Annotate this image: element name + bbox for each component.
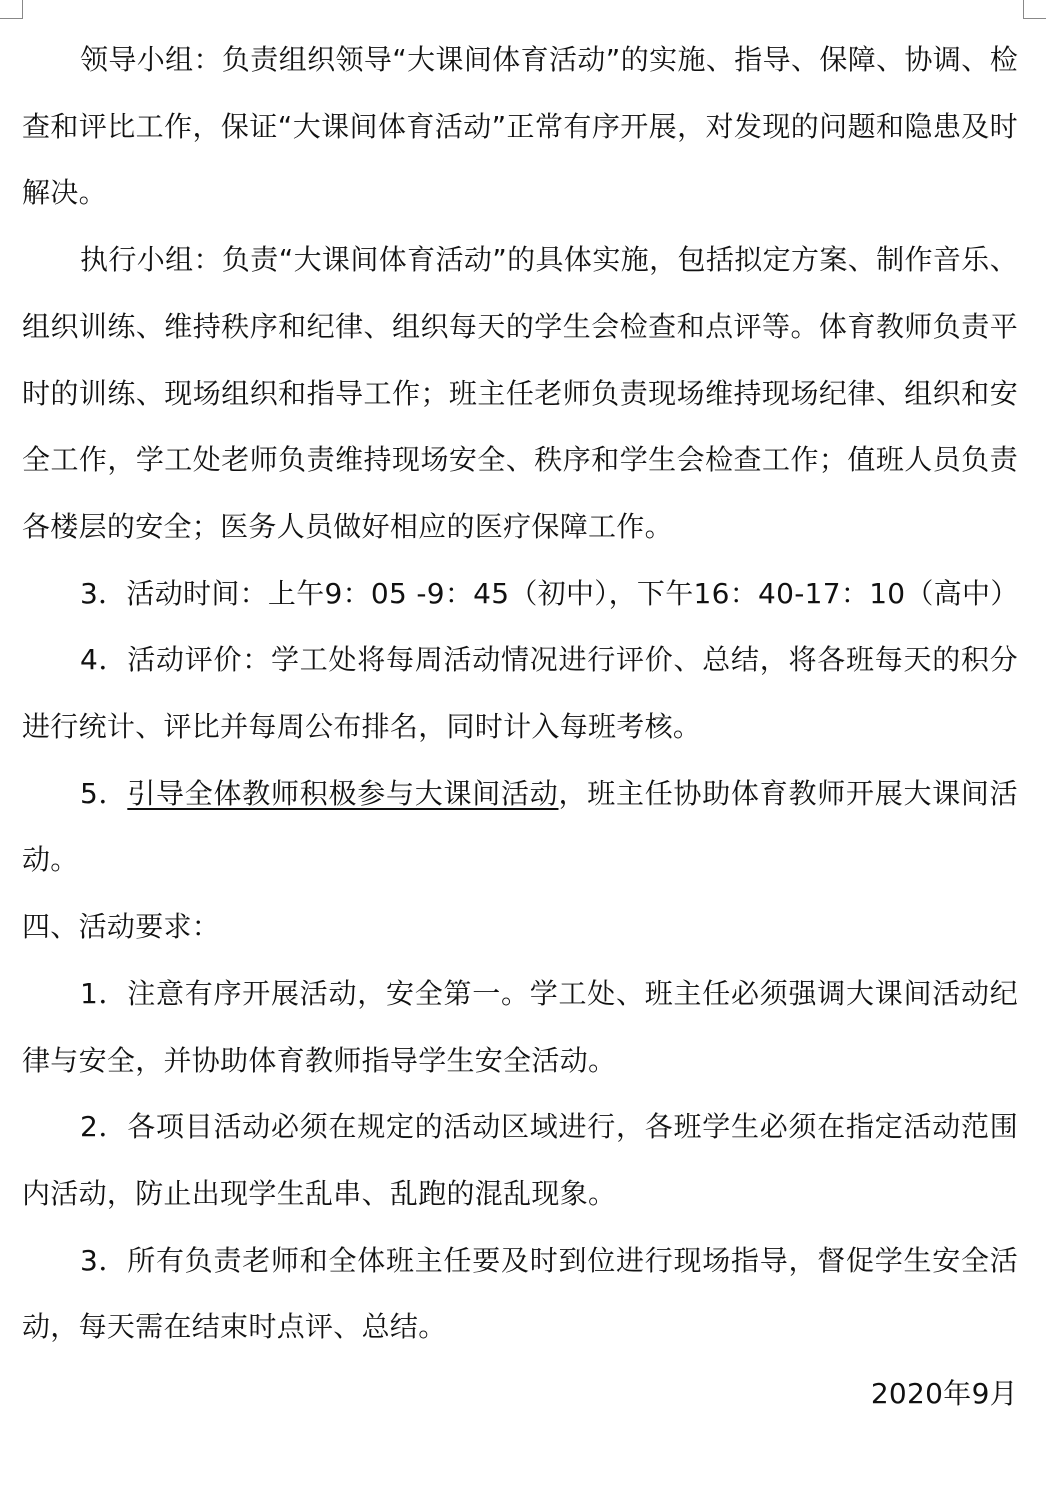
requirement-item: 3．所有负责老师和全体班主任要及时到位进行现场指导，督促学生安全活动，每天需在结束时点评、总结。 [22,1243,1018,1344]
requirement-item: 1．注意有序开展活动，安全第一。学工处、班主任必须强调大课间活动纪律与安全，并协助体育教师指导学生安全活动。 [22,976,1018,1077]
crop-mark-top-left [0,0,23,19]
crop-mark-top-right [1023,0,1046,19]
paragraph-execution-group: 执行小组：负责“大课间体育活动”的具体实施，包括拟定方案、制作音乐、组织训练、维持秩序和纪律、组织每天的学生会检查和点评等。体育教师负责平时的训练、现场组织和指导工作；班主任老师负责现场维持现场纪律、组织和安全工作，学工处老师负责维持现场安全、秩序和学生会检查工作；值班人员负责各楼层的安全；医务人员做好相应的医疗保障工作。 [22,243,1018,543]
item-number: 5． [80,776,128,810]
requirement-item: 2．各项目活动必须在规定的活动区域进行，各班学生必须在指定活动范围内活动，防止出现学生乱串、乱跑的混乱现象。 [22,1110,1018,1210]
paragraph-text: ，班主任协助体育教师开展大课间活动。 [22,776,1018,877]
paragraph-activity-evaluation: 4．活动评价：学工处将每周活动情况进行评价、总结，将各班每天的积分进行统计、评比并每周公布排名，同时计入每班考核。 [22,643,1018,744]
document-body [22,27,1018,1428]
underlined-text: 引导全体教师积极参与大课间活动 [127,776,559,810]
paragraph-teacher-participation [22,761,1018,894]
paragraph-leadership-group: 领导小组：负责组织领导“大课间体育活动”的实施、指导、保障、协调、检查和评比工作，保证“大课间体育活动”正常有序开展，对发现的问题和隐患及时解决。 [22,43,1018,210]
section-heading: 四、活动要求： [22,910,221,944]
document-date: 2020年9月 [870,1377,1018,1411]
paragraph-activity-time: 3．活动时间：上午9：05 -9：45（初中），下午16：40-17：10（高中） [80,576,1019,610]
